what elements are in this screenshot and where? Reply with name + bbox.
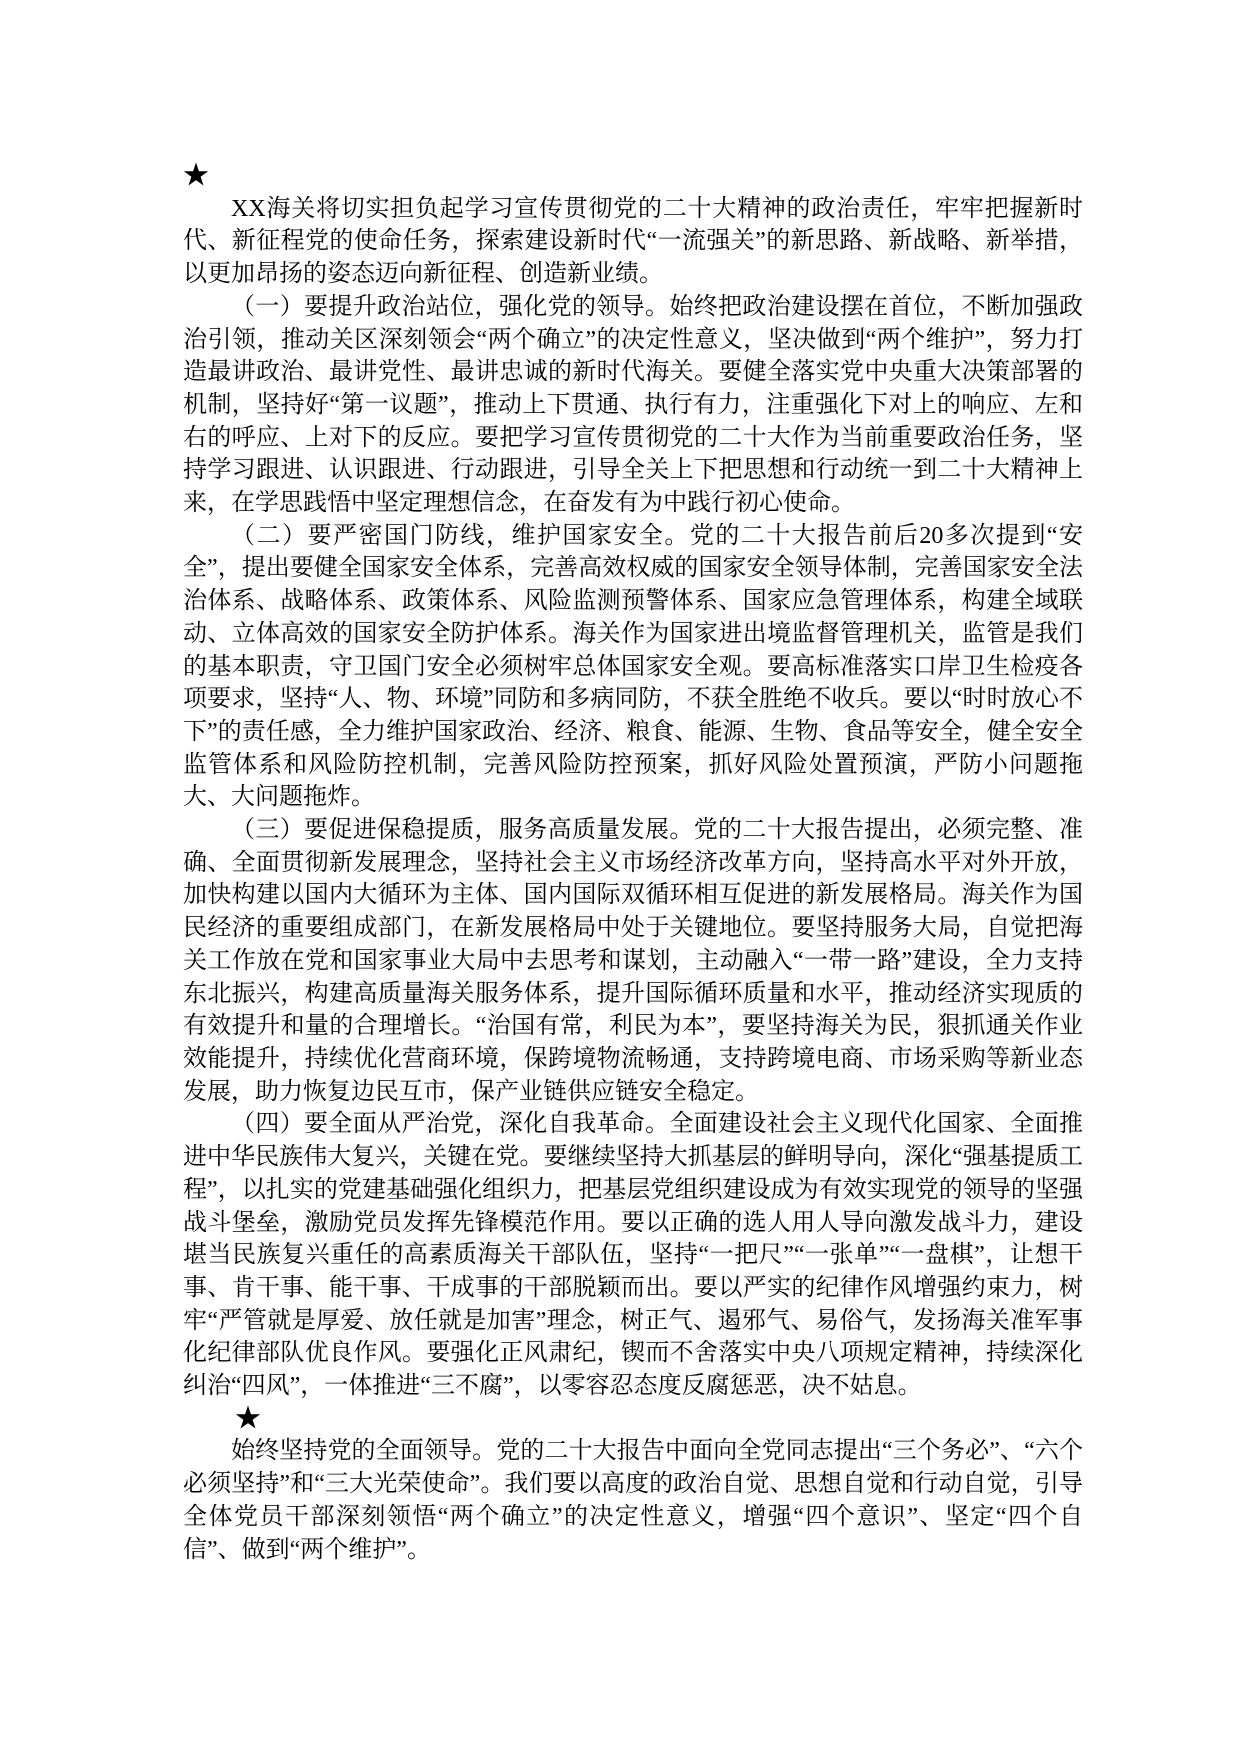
paragraph-closing: 始终坚持党的全面领导。党的二十大报告中面向全党同志提出“三个务必”、“六个必须坚持”和“三大光荣使命”。我们要以高度的政治自觉、思想自觉和行动自觉，引导全体党员干部深刻领悟“两个确立”的决定性意义，增强“四个意识”、坚定“四个自信”、做到“两个维护”。 [183,1438,1083,1563]
paragraph-point-one: （一）要提升政治站位，强化党的领导。始终把政治建设摆在首位，不断加强政治引领，推动关区深刻领会“两个确立”的决定性意义，坚决做到“两个维护”，努力打造最讲政治、最讲党性、最讲忠诚的新时代海关。要健全落实党中央重大决策部署的机制，坚持好“第一议题”，推动上下贯通、执行有力，注重强化下对上的响应、左和右的呼应、上对下的反应。要把学习宣传贯彻党的二十大作为当前重要政治任务，坚持学习跟进、认识跟进、行动跟进，引导全关上下把思想和行动统一到二十大精神上来，在学思践悟中坚定理想信念，在奋发有为中践行初心使命。 [183,293,1083,517]
star-marker-top: ★ [183,161,210,190]
star-marker-bottom: ★ [235,1403,262,1433]
paragraph-point-four: （四）要全面从严治党，深化自我革命。全面建设社会主义现代化国家、全面推进中华民族伟大复兴，关键在党。要继续坚持大抓基层的鲜明导向，深化“强基提质工程”，以扎实的党建基础强化组织力，把基层党组织建设成为有效实现党的领导的坚强战斗堡垒，激励党员发挥先锋模范作用。要以正确的选人用人导向激发战斗力，建设堪当民族复兴重任的高素质海关干部队伍，坚持“一把尺”“一张单”“一盘棋”，让想干事、肯干事、能干事、干成事的干部脱颖而出。要以严实的纪律作风增强约束力，树牢“严管就是厚爱、放任就是加害”理念，树正气、遏邪气、易俗气，发扬海关准军事化纪律部队优良作风。要强化正风肃纪，锲而不舍落实中央八项规定精神，持续深化纠治“四风”，一体推进“三不腐”，以零容忍态度反腐惩恶，决不姑息。 [183,1111,1083,1400]
paragraph-point-two: （二）要严密国门防线，维护国家安全。党的二十大报告前后20多次提到“安全”，提出要健全国家安全体系，完善高效权威的国家安全领导体制，完善国家安全法治体系、战略体系、政策体系、风险监测预警体系、国家应急管理体系，构建全域联动、立体高效的国家安全防护体系。海关作为国家进出境监督管理机关，监管是我们的基本职责，守卫国门安全必须树牢总体国家安全观。要高标准落实口岸卫生检疫各项要求，坚持“人、物、环境”同防和多病同防，不获全胜绝不收兵。要以“时时放心不下”的责任感，全力维护国家政治、经济、粮食、能源、生物、食品等安全，健全安全监管体系和风险防控机制，完善风险防控预案，抓好风险处置预演，严防小问题拖大、大问题拖炸。 [183,522,1083,811]
document-text-block [183,160,1083,1566]
paragraph-intro: XX海关将切实担负起学习宣传贯彻党的二十大精神的政治责任，牢牢把握新时代、新征程党的使命任务，探索建设新时代“一流强关”的新思路、新战略、新举措，以更加昂扬的姿态迈向新征程、创造新业绩。 [183,195,1083,288]
paragraph-point-three: （三）要促进保稳提质，服务高质量发展。党的二十大报告提出，必须完整、准确、全面贯彻新发展理念，坚持社会主义市场经济改革方向，坚持高水平对外开放，加快构建以国内大循环为主体、国内国际双循环相互促进的新发展格局。海关作为国民经济的重要组成部门，在新发展格局中处于关键地位。要坚持服务大局，自觉把海关工作放在党和国家事业大局中去思考和谋划，主动融入“一带一路”建设，全力支持东北振兴，构建高质量海关服务体系，提升国际循环质量和水平，推动经济实现质的有效提升和量的合理增长。“治国有常，利民为本”，要坚持海关为民，狠抓通关作业效能提升，持续优化营商环境，保跨境物流畅通，支持跨境电商、市场采购等新业态发展，助力恢复边民互市，保产业链供应链安全稳定。 [183,817,1083,1105]
